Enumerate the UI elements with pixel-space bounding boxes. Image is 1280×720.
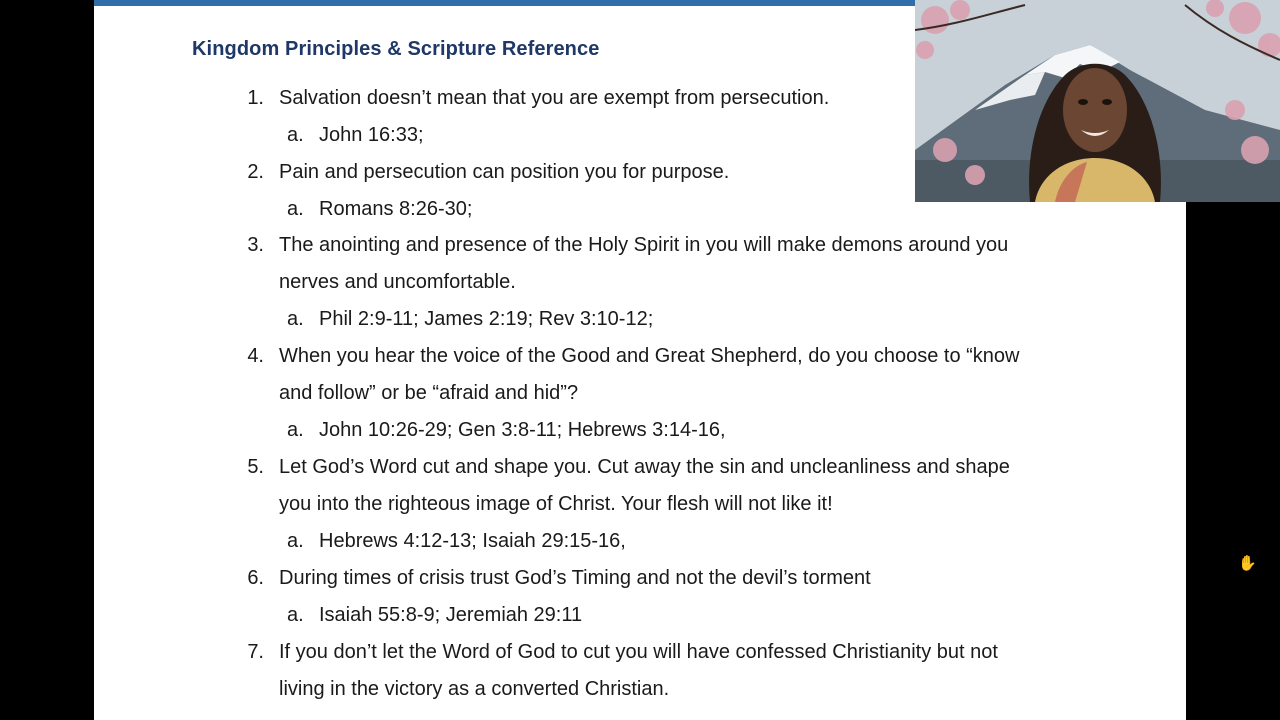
page-heading: Kingdom Principles & Scripture Reference (192, 38, 600, 60)
item-3-sub-marker: a. (287, 308, 304, 330)
item-4-text-line-2: and follow” or be “afraid and hid”? (279, 382, 579, 404)
item-4-text-line-1: When you hear the voice of the Good and Great Shepherd, do you choose to “know (279, 345, 1020, 367)
item-2-text: Pain and persecution can position you for purpose. (279, 161, 730, 183)
item-2-sub-reference: Romans 8:26-30; (319, 198, 473, 220)
item-5-sub-marker: a. (287, 530, 304, 552)
item-2-number: 2. (247, 161, 264, 183)
item-7-text-line-2: living in the victory as a converted Christian. (279, 678, 670, 700)
item-5-number: 5. (247, 456, 264, 478)
item-5-sub-reference: Hebrews 4:12-13; Isaiah 29:15-16, (319, 530, 626, 552)
item-1-number: 1. (247, 87, 264, 109)
item-6-text: During times of crisis trust God’s Timing and not the devil’s torment (279, 567, 871, 589)
webcam-overlay (915, 0, 1280, 202)
item-6-number: 6. (247, 567, 264, 589)
item-4-sub-reference: John 10:26-29; Gen 3:8-11; Hebrews 3:14-16, (319, 419, 726, 441)
presenter-avatar (915, 0, 1280, 202)
item-1-text: Salvation doesn’t mean that you are exempt from persecution. (279, 87, 830, 109)
item-7-text-line-1: If you don’t let the Word of God to cut you will have confessed Christianity but not (279, 641, 998, 663)
item-7-number: 7. (247, 641, 264, 663)
item-3-text-line-2: nerves and uncomfortable. (279, 271, 516, 293)
item-1-sub-marker: a. (287, 124, 304, 146)
item-5-text-line-2: you into the righteous image of Christ. Your flesh will not like it! (279, 493, 833, 515)
item-2-sub-marker: a. (287, 198, 304, 220)
item-4-sub-marker: a. (287, 419, 304, 441)
item-5-text-line-1: Let God’s Word cut and shape you. Cut away the sin and uncleanliness and shape (279, 456, 1010, 478)
item-4-number: 4. (247, 345, 264, 367)
item-6-sub-marker: a. (287, 604, 304, 626)
item-3-number: 3. (247, 234, 264, 256)
item-1-sub-reference: John 16:33; (319, 124, 424, 146)
item-6-sub-reference: Isaiah 55:8-9; Jeremiah 29:11 (319, 604, 583, 626)
item-3-text-line-1: The anointing and presence of the Holy Spirit in you will make demons around you (279, 234, 1009, 256)
hand-cursor-icon: ✋ (1238, 555, 1257, 572)
item-3-sub-reference: Phil 2:9-11; James 2:19; Rev 3:10-12; (319, 308, 654, 330)
